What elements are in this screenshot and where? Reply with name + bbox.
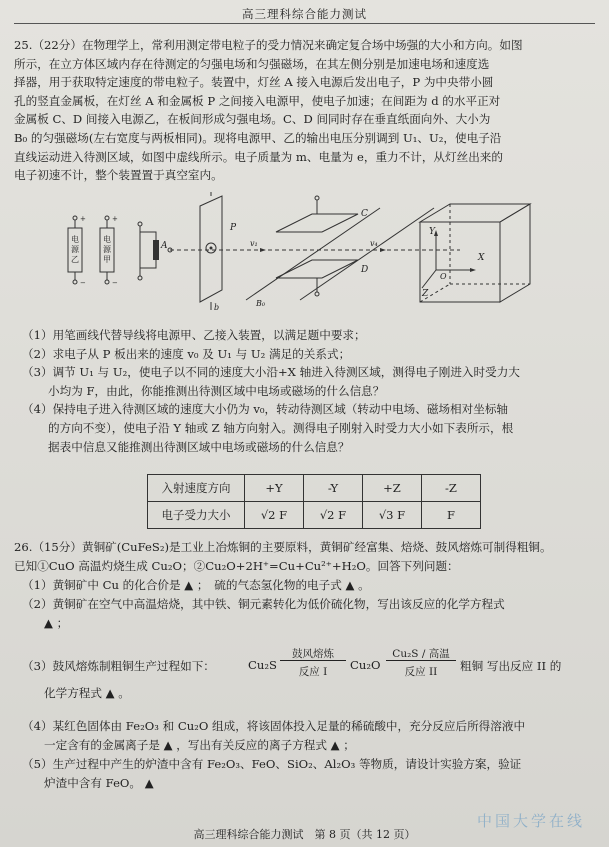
psb-plus: + bbox=[80, 215, 86, 223]
table-cell: -Y bbox=[304, 475, 363, 502]
q25-subquestions bbox=[22, 326, 592, 456]
table-header-direction: 入射速度方向 bbox=[148, 475, 245, 502]
page-footer: 高三理科综合能力测试 第 8 页（共 12 页） bbox=[193, 828, 416, 841]
cube-side bbox=[500, 204, 530, 302]
q26-sub-5: （5）生产过程中产生的炉渣中含有 Fe₂O₃、FeO、SiO₂、Al₂O₃ 等物质，请设计实验方案，验证 bbox=[22, 757, 522, 771]
force-table bbox=[147, 474, 481, 529]
label-b0: B₀ bbox=[256, 299, 266, 308]
filament-a bbox=[153, 240, 159, 260]
q25-sub-3: （3）调节 U₁ 与 U₂，使电子以不同的速度大小沿+X 轴进入待测区域，测得电子刚进入时受力大 bbox=[22, 365, 520, 380]
eq-suffix: 粗铜 写出反应 II 的 bbox=[460, 659, 562, 673]
power-b-label-3: 乙 bbox=[71, 255, 79, 264]
power-b-label-2: 源 bbox=[71, 245, 79, 254]
watermark-text: 中国大学在线 bbox=[476, 812, 585, 830]
q26-line: 已知①CuO 高温灼烧生成 Cu₂O；②Cu₂O+2H⁺=Cu+Cu²⁺+H₂O。回答下列问题： bbox=[14, 559, 459, 573]
header-rule bbox=[14, 23, 595, 24]
question-26-rest bbox=[14, 684, 594, 793]
label-d: D bbox=[361, 265, 369, 275]
q26-sub-4: （4）某红色固体由 Fe₂O₃ 和 Cu₂O 组成，将该固体投入足量的稀硫酸中，充分反应后所得溶液中 bbox=[22, 719, 526, 733]
q25-line: 所示，在立方体区域内存在待测定的匀强电场和匀强磁场，在其左侧分别是加速电场和速度选 bbox=[14, 56, 490, 71]
q26-sub-2-cont: ▲ ； bbox=[44, 616, 69, 630]
q25-sub-4: （4）保持电子进入待测区域的速度大小仍为 v₀，转动待测区域（转动中电场、磁场相对坐标轴 bbox=[22, 402, 509, 417]
axis-x-label: X bbox=[478, 253, 485, 263]
eq-step1-top: 鼓风熔炼 bbox=[292, 648, 334, 660]
eq-step1-bottom: 反应 I bbox=[298, 666, 328, 678]
apparatus-diagram bbox=[60, 192, 560, 320]
label-v4: v₄ bbox=[370, 239, 378, 248]
process-equation bbox=[14, 650, 604, 680]
label-b-bottom: b bbox=[214, 303, 220, 312]
power-b-label-1: 电 bbox=[71, 235, 79, 244]
eq-step2-top: Cu₂S / 高温 bbox=[392, 648, 450, 660]
psb-minus: − bbox=[80, 279, 86, 287]
table-header-force: 电子受力大小 bbox=[148, 502, 245, 529]
q25-line: 金属板 C、D 间接入电源乙，在板间形成匀强电场。C、D 间同时存在垂直纸面向外、大小为 bbox=[14, 112, 491, 127]
label-a: A bbox=[161, 241, 168, 251]
label-c: C bbox=[361, 209, 368, 219]
eq-prefix: （3）鼓风熔炼制粗铜生产过程如下： bbox=[22, 659, 215, 673]
power-a-label-1: 电 bbox=[103, 235, 111, 244]
q26-sub-3-cont: 化学方程式 ▲ 。 bbox=[44, 686, 130, 700]
power-a-label-2: 源 bbox=[103, 245, 111, 254]
axis-o-label: O bbox=[440, 272, 447, 281]
q25-sub-4-cont: 的方向不变），使电子沿 Y 轴或 Z 轴方向射入。测得电子刚射入时受力大小如下表所示，根 bbox=[48, 420, 514, 435]
table-cell: -Z bbox=[422, 475, 481, 502]
q25-sub-3-cont: 小均为 F，由此，你能推测出待测区域中电场或磁场的什么信息？ bbox=[48, 383, 385, 398]
question-26-text bbox=[14, 538, 594, 633]
table-cell: +Z bbox=[363, 475, 422, 502]
q26-sub-1: （1）黄铜矿中 Cu 的化合价是 ▲ ； 硫的气态氢化物的电子式 ▲ 。 bbox=[22, 578, 370, 592]
q25-line: 择器，用于获取特定速度的带电粒子。装置中，灯丝 A 接入电源后发出电子，P 为中央带小圆 bbox=[14, 75, 494, 90]
table-cell: +Y bbox=[245, 475, 304, 502]
psa-minus: − bbox=[112, 279, 118, 287]
eq-arrow-2 bbox=[386, 660, 456, 661]
question-25-text bbox=[14, 36, 592, 185]
q26-sub-2: （2）黄铜矿在空气中高温焙烧，其中铁、铜元素转化为低价硫化物，写出该反应的化学方程式 bbox=[22, 597, 505, 611]
q26-line: 26.（15分）黄铜矿(CuFeS₂)是工业上冶炼铜的主要原料，黄铜矿经富集、焙烧、鼓风熔炼可制得粗铜。 bbox=[14, 540, 552, 554]
axis-z-label: Z bbox=[422, 289, 429, 299]
label-v1: v₁ bbox=[250, 239, 258, 248]
q25-line: B₀ 的匀强磁场(左右宽度与两板相同)。现将电源甲、乙的输出电压分别调到 U₁、U₂，使电子沿 bbox=[14, 130, 502, 145]
table-cell: F bbox=[422, 502, 481, 529]
q25-line: 孔的竖直金属板，在灯丝 A 和金属板 P 之间接入电源甲，使电子加速；在间距为 d 的水平正对 bbox=[14, 93, 501, 108]
q25-line: 直线运动进入待测区域，如图中虚线所示。电子质量为 m、电量为 e，重力不计，从灯丝出来的 bbox=[14, 149, 503, 164]
q25-sub-1: （1）用笔画线代替导线将电源甲、乙接入装置，以满足题中要求； bbox=[22, 328, 366, 342]
eq-cu2o: Cu₂O bbox=[350, 658, 381, 672]
psa-plus: + bbox=[112, 215, 118, 223]
eq-step2-bottom: 反应 II bbox=[404, 666, 438, 678]
q26-sub-4-cont: 一定含有的金属离子是 ▲ ，写出有关反应的离子方程式 ▲ ； bbox=[44, 738, 355, 752]
q25-line: 25.（22分）在物理学上，常利用测定带电粒子的受力情况来确定复合场中场强的大小和方向。如图 bbox=[14, 38, 523, 52]
axis-y-label: Y bbox=[429, 227, 435, 237]
q26-sub-5-cont: 炉渣中含有 FeO。 ▲ bbox=[44, 776, 154, 790]
cube-top bbox=[420, 204, 530, 222]
page-header: 高三理科综合能力测试 bbox=[242, 7, 367, 21]
label-p: P bbox=[230, 223, 237, 233]
plate-c bbox=[276, 214, 358, 232]
power-a-label-3: 甲 bbox=[103, 255, 111, 264]
q25-sub-4-cont: 据表中信息又能推测出待测区域中电场或磁场的什么信息？ bbox=[48, 439, 350, 454]
q25-line: 电子初速不计，整个装置置于真空室内。 bbox=[14, 168, 223, 183]
table-cell: √2 F bbox=[304, 502, 363, 529]
table-cell: √2 F bbox=[245, 502, 304, 529]
table-cell: √3 F bbox=[363, 502, 422, 529]
eq-arrow-1 bbox=[280, 660, 346, 661]
q25-sub-2: （2）求电子从 P 板出来的速度 v₀ 及 U₁ 与 U₂ 满足的关系式； bbox=[22, 346, 351, 361]
eq-cu2s: Cu₂S bbox=[248, 658, 277, 672]
